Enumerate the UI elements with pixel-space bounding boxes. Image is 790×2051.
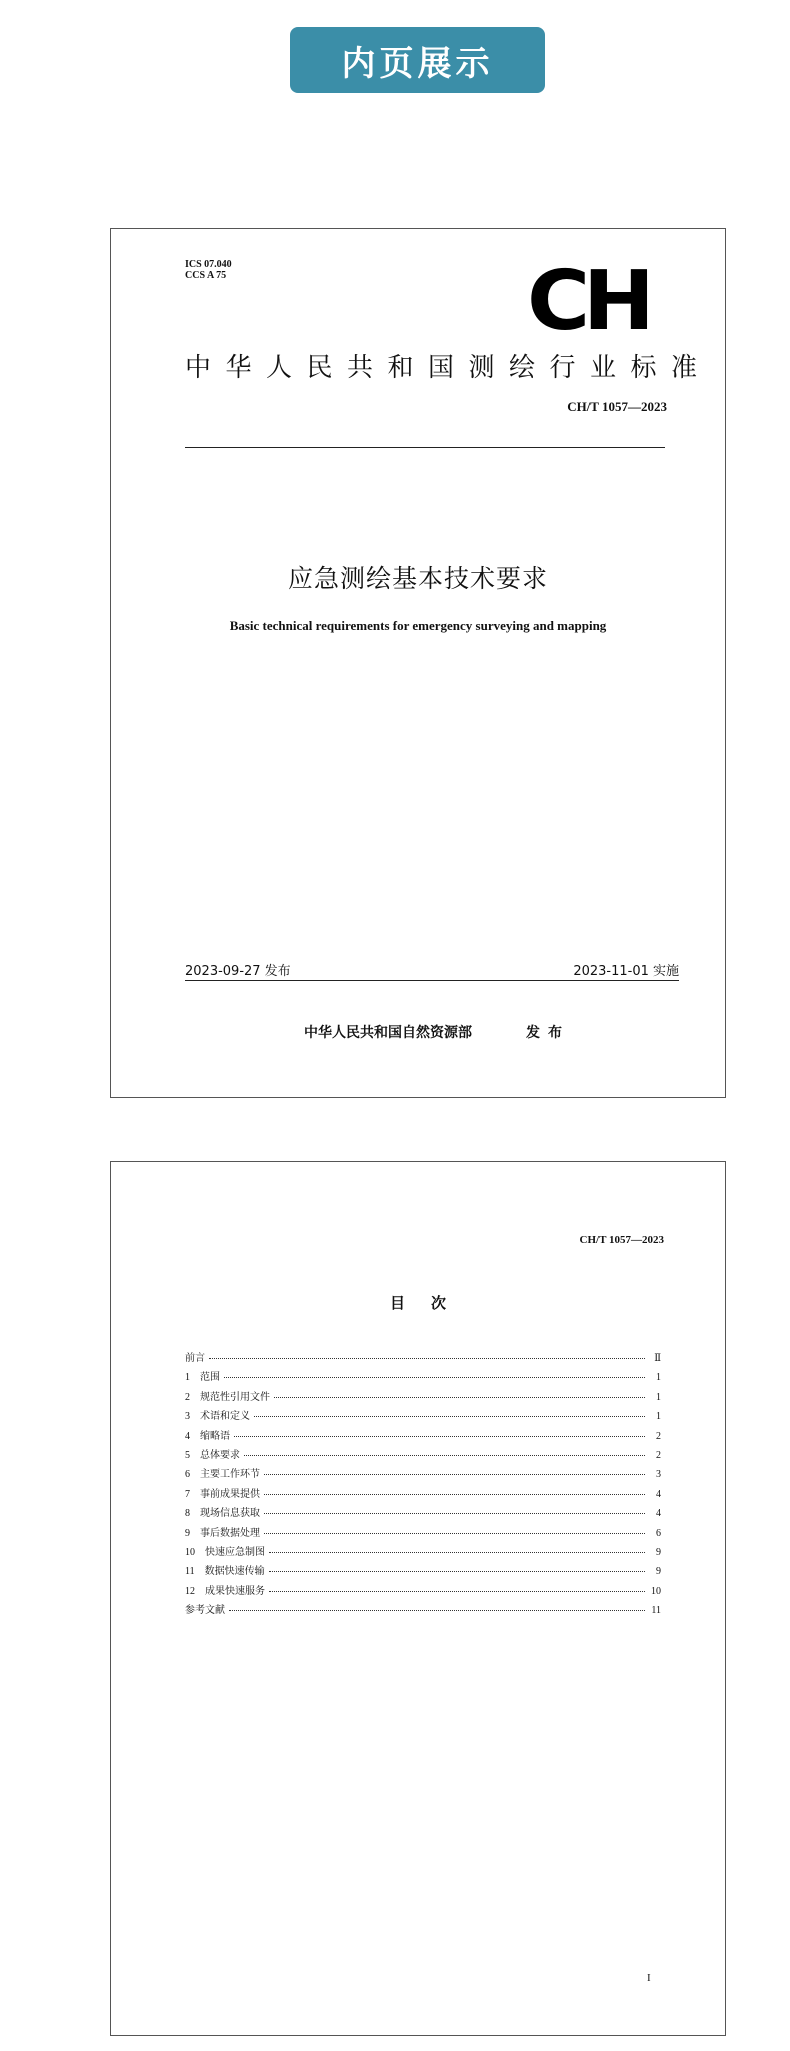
toc-entry-label: 1 范围 xyxy=(185,1372,220,1384)
toc-entry-label: 3 术语和定义 xyxy=(185,1411,250,1423)
toc-entry-page: 2 xyxy=(656,1449,661,1461)
issuer: 中华人民共和国自然资源部 xyxy=(304,1025,472,1041)
toc-entry[interactable] xyxy=(185,1388,661,1407)
toc-leader xyxy=(244,1455,645,1456)
toc-leader xyxy=(274,1397,645,1398)
toc-leader xyxy=(264,1474,645,1475)
toc-entry[interactable] xyxy=(185,1543,661,1562)
toc-entry-label: 4 缩略语 xyxy=(185,1430,230,1442)
ics-code: ICS 07.040 xyxy=(185,259,232,270)
toc-leader xyxy=(264,1513,645,1514)
toc-entry-label: 7 事前成果提供 xyxy=(185,1488,260,1500)
toc-entry-label: 11 数据快速传输 xyxy=(185,1566,265,1578)
toc-entry-label: 前言 xyxy=(185,1353,205,1364)
cover-page xyxy=(110,228,726,1098)
toc-entry[interactable] xyxy=(185,1407,661,1426)
toc-entry-label: 10 快速应急制图 xyxy=(185,1546,265,1558)
toc-title: 目次 xyxy=(389,1294,472,1312)
toc-entry[interactable] xyxy=(185,1582,661,1601)
classification-codes xyxy=(185,259,232,281)
page-number: I xyxy=(647,1972,651,1984)
issue-date: 2023-09-27 发布 xyxy=(185,964,291,979)
toc-entry-label: 6 主要工作环节 xyxy=(185,1469,260,1481)
toc-entry-page: Ⅱ xyxy=(654,1353,661,1364)
toc-entry[interactable] xyxy=(185,1485,661,1504)
toc-entry-page: 6 xyxy=(656,1527,661,1539)
ch-logo: CH xyxy=(527,254,648,349)
toc-page xyxy=(110,1161,726,2036)
toc-leader xyxy=(269,1591,645,1592)
toc-entry-label: 8 现场信息获取 xyxy=(185,1508,260,1520)
effective-date: 2023-11-01 实施 xyxy=(573,964,679,979)
toc-entry-page: 1 xyxy=(656,1391,661,1403)
toc-leader xyxy=(234,1436,645,1437)
toc-entry-label: 2 规范性引用文件 xyxy=(185,1391,270,1403)
standard-category: 中华人民共和国测绘行业标准 xyxy=(185,353,712,383)
document-title: 应急测绘基本技术要求 xyxy=(287,564,548,593)
ccs-code: CCS A 75 xyxy=(185,270,227,281)
section-banner: 内页展示 xyxy=(290,27,545,93)
toc-entry[interactable] xyxy=(185,1446,661,1465)
issuer-verb: 发布 xyxy=(526,1025,570,1041)
toc-entry[interactable] xyxy=(185,1465,661,1484)
toc-leader xyxy=(264,1494,645,1495)
toc-entry-page: 10 xyxy=(651,1585,661,1597)
toc-entry-page: 4 xyxy=(656,1508,661,1520)
toc-entry-page: 1 xyxy=(656,1411,661,1423)
toc-entry-page: 11 xyxy=(651,1605,661,1617)
standard-number: CH/T 1057—2023 xyxy=(567,399,667,414)
toc-entry[interactable] xyxy=(185,1601,661,1620)
toc-entry-page: 9 xyxy=(656,1566,661,1578)
toc-standard-number: CH/T 1057—2023 xyxy=(579,1234,664,1246)
toc-entry-page: 9 xyxy=(656,1546,661,1558)
toc-entry[interactable] xyxy=(185,1524,661,1543)
toc-entry-page: 2 xyxy=(656,1430,661,1442)
toc-leader xyxy=(209,1358,645,1359)
toc-entry-label: 参考文献 xyxy=(185,1605,225,1617)
toc-entry-page: 4 xyxy=(656,1488,661,1500)
toc-leader xyxy=(254,1416,645,1417)
toc-entry-label: 9 事后数据处理 xyxy=(185,1527,260,1539)
toc-entry[interactable] xyxy=(185,1504,661,1523)
toc-entry[interactable] xyxy=(185,1349,661,1368)
toc-leader xyxy=(224,1377,645,1378)
header-divider xyxy=(185,447,665,448)
toc-leader xyxy=(264,1533,645,1534)
table-of-contents xyxy=(185,1349,661,1620)
toc-entry[interactable] xyxy=(185,1562,661,1581)
toc-entry[interactable] xyxy=(185,1368,661,1387)
document-title-english: Basic technical requirements for emergency surveying and mapping xyxy=(229,618,607,633)
toc-leader xyxy=(229,1610,645,1611)
footer-divider xyxy=(185,980,679,981)
toc-entry-label: 5 总体要求 xyxy=(185,1449,240,1461)
toc-leader xyxy=(269,1571,645,1572)
toc-entry-label: 12 成果快速服务 xyxy=(185,1585,265,1597)
toc-entry-page: 1 xyxy=(656,1372,661,1384)
toc-leader xyxy=(269,1552,645,1553)
toc-entry[interactable] xyxy=(185,1427,661,1446)
toc-entry-page: 3 xyxy=(656,1469,661,1481)
